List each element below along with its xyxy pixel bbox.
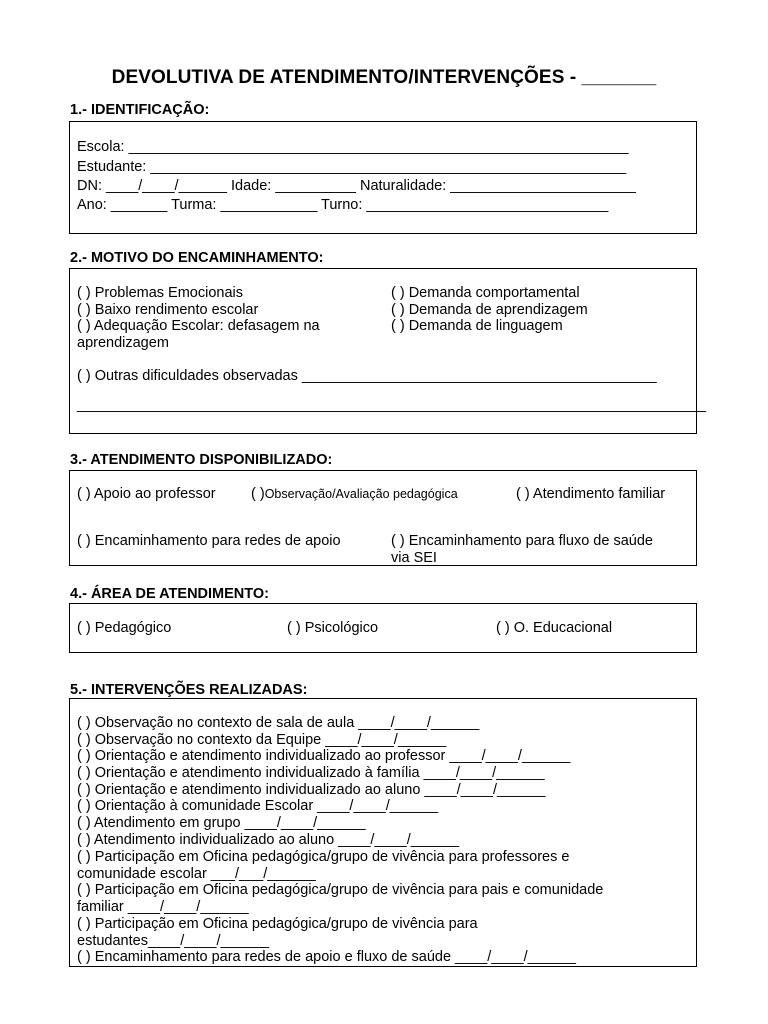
intervencao-item-continuation: familiar ____/____/______ [77, 899, 249, 915]
checkbox-atendimento-familiar[interactable]: ( ) Atendimento familiar [516, 486, 666, 502]
encaminhamento-fluxo-continuation: via SEI [391, 550, 437, 566]
checkbox-demanda-comportamental[interactable]: ( ) Demanda comportamental [391, 285, 580, 301]
escola-field[interactable]: Escola: ______________________________________________________________ [77, 139, 629, 155]
checkbox-observacao-mark: ( ) [251, 486, 265, 502]
outras-dificuldades-line[interactable]: ______________________________________________________________________________ [77, 397, 707, 413]
dn-idade-naturalidade-field[interactable]: DN: ____/____/______ Idade: __________ Naturalidade: _______________________ [77, 178, 636, 194]
section-intervencoes-heading: 5.- INTERVENÇÕES REALIZADAS: [70, 682, 308, 698]
intervencao-item[interactable]: ( ) Atendimento individualizado ao aluno ____/____/______ [77, 832, 460, 848]
checkbox-psicologico[interactable]: ( ) Psicológico [287, 620, 379, 636]
checkbox-observacao-avaliacao[interactable] [251, 486, 458, 503]
checkbox-demanda-linguagem[interactable]: ( ) Demanda de linguagem [391, 318, 563, 334]
ano-turma-turno-field[interactable]: Ano: _______ Turma: ____________ Turno: ______________________________ [77, 197, 609, 213]
section-atendimento-heading: 3.- ATENDIMENTO DISPONIBILIZADO: [70, 452, 333, 468]
checkbox-orientacao-educacional[interactable]: ( ) O. Educacional [496, 620, 613, 636]
intervencao-item[interactable]: ( ) Observação no contexto da Equipe ____/____/______ [77, 732, 447, 748]
atendimento-box [69, 470, 697, 566]
checkbox-apoio-professor[interactable]: ( ) Apoio ao professor [77, 486, 216, 502]
checkbox-demanda-aprendizagem[interactable]: ( ) Demanda de aprendizagem [391, 302, 588, 318]
checkbox-encaminhamento-fluxo[interactable]: ( ) Encaminhamento para fluxo de saúde [391, 533, 653, 549]
intervencao-item-continuation: comunidade escolar ___/___/______ [77, 866, 316, 882]
intervencao-item[interactable]: ( ) Orientação e atendimento individualizado ao professor ____/____/______ [77, 748, 571, 764]
intervencao-item[interactable]: ( ) Atendimento em grupo ____/____/______ [77, 815, 366, 831]
section-motivo-heading: 2.- MOTIVO DO ENCAMINHAMENTO: [70, 250, 324, 266]
checkbox-adequacao-escolar[interactable]: ( ) Adequação Escolar: defasagem na [77, 318, 320, 334]
section-identificacao-heading: 1.- IDENTIFICAÇÃO: [70, 102, 210, 118]
intervencao-item[interactable]: ( ) Orientação e atendimento individualizado à família ____/____/______ [77, 765, 545, 781]
checkbox-baixo-rendimento[interactable]: ( ) Baixo rendimento escolar [77, 302, 259, 318]
checkbox-problemas-emocionais[interactable]: ( ) Problemas Emocionais [77, 285, 243, 301]
intervencao-item[interactable]: ( ) Observação no contexto de sala de aula ____/____/______ [77, 715, 480, 731]
document-title: DEVOLUTIVA DE ATENDIMENTO/INTERVENÇÕES - _______ [111, 67, 657, 88]
intervencao-item[interactable]: ( ) Orientação e atendimento individualizado ao aluno ____/____/______ [77, 782, 546, 798]
intervencao-item[interactable]: ( ) Orientação à comunidade Escolar ____/____/______ [77, 798, 439, 814]
adequacao-escolar-continuation: aprendizagem [77, 335, 169, 351]
checkbox-encaminhamento-redes[interactable]: ( ) Encaminhamento para redes de apoio [77, 533, 341, 549]
intervencao-item[interactable]: ( ) Participação em Oficina pedagógica/grupo de vivência para pais e comunidade [77, 882, 604, 898]
checkbox-pedagogico[interactable]: ( ) Pedagógico [77, 620, 172, 636]
intervencao-item[interactable]: ( ) Participação em Oficina pedagógica/grupo de vivência para [77, 916, 478, 932]
intervencao-item-continuation: estudantes____/____/______ [77, 933, 269, 949]
observacao-avaliacao-label: Observação/Avaliação pedagógica [264, 487, 458, 501]
estudante-field[interactable]: Estudante: ___________________________________________________________ [77, 159, 627, 175]
section-area-heading: 4.- ÁREA DE ATENDIMENTO: [70, 586, 269, 602]
checkbox-outras-dificuldades[interactable]: ( ) Outras dificuldades observadas ____________________________________________ [77, 368, 657, 384]
intervencao-item[interactable]: ( ) Participação em Oficina pedagógica/grupo de vivência para professores e [77, 849, 570, 865]
intervencao-item[interactable]: ( ) Encaminhamento para redes de apoio e fluxo de saúde ____/____/______ [77, 949, 576, 965]
